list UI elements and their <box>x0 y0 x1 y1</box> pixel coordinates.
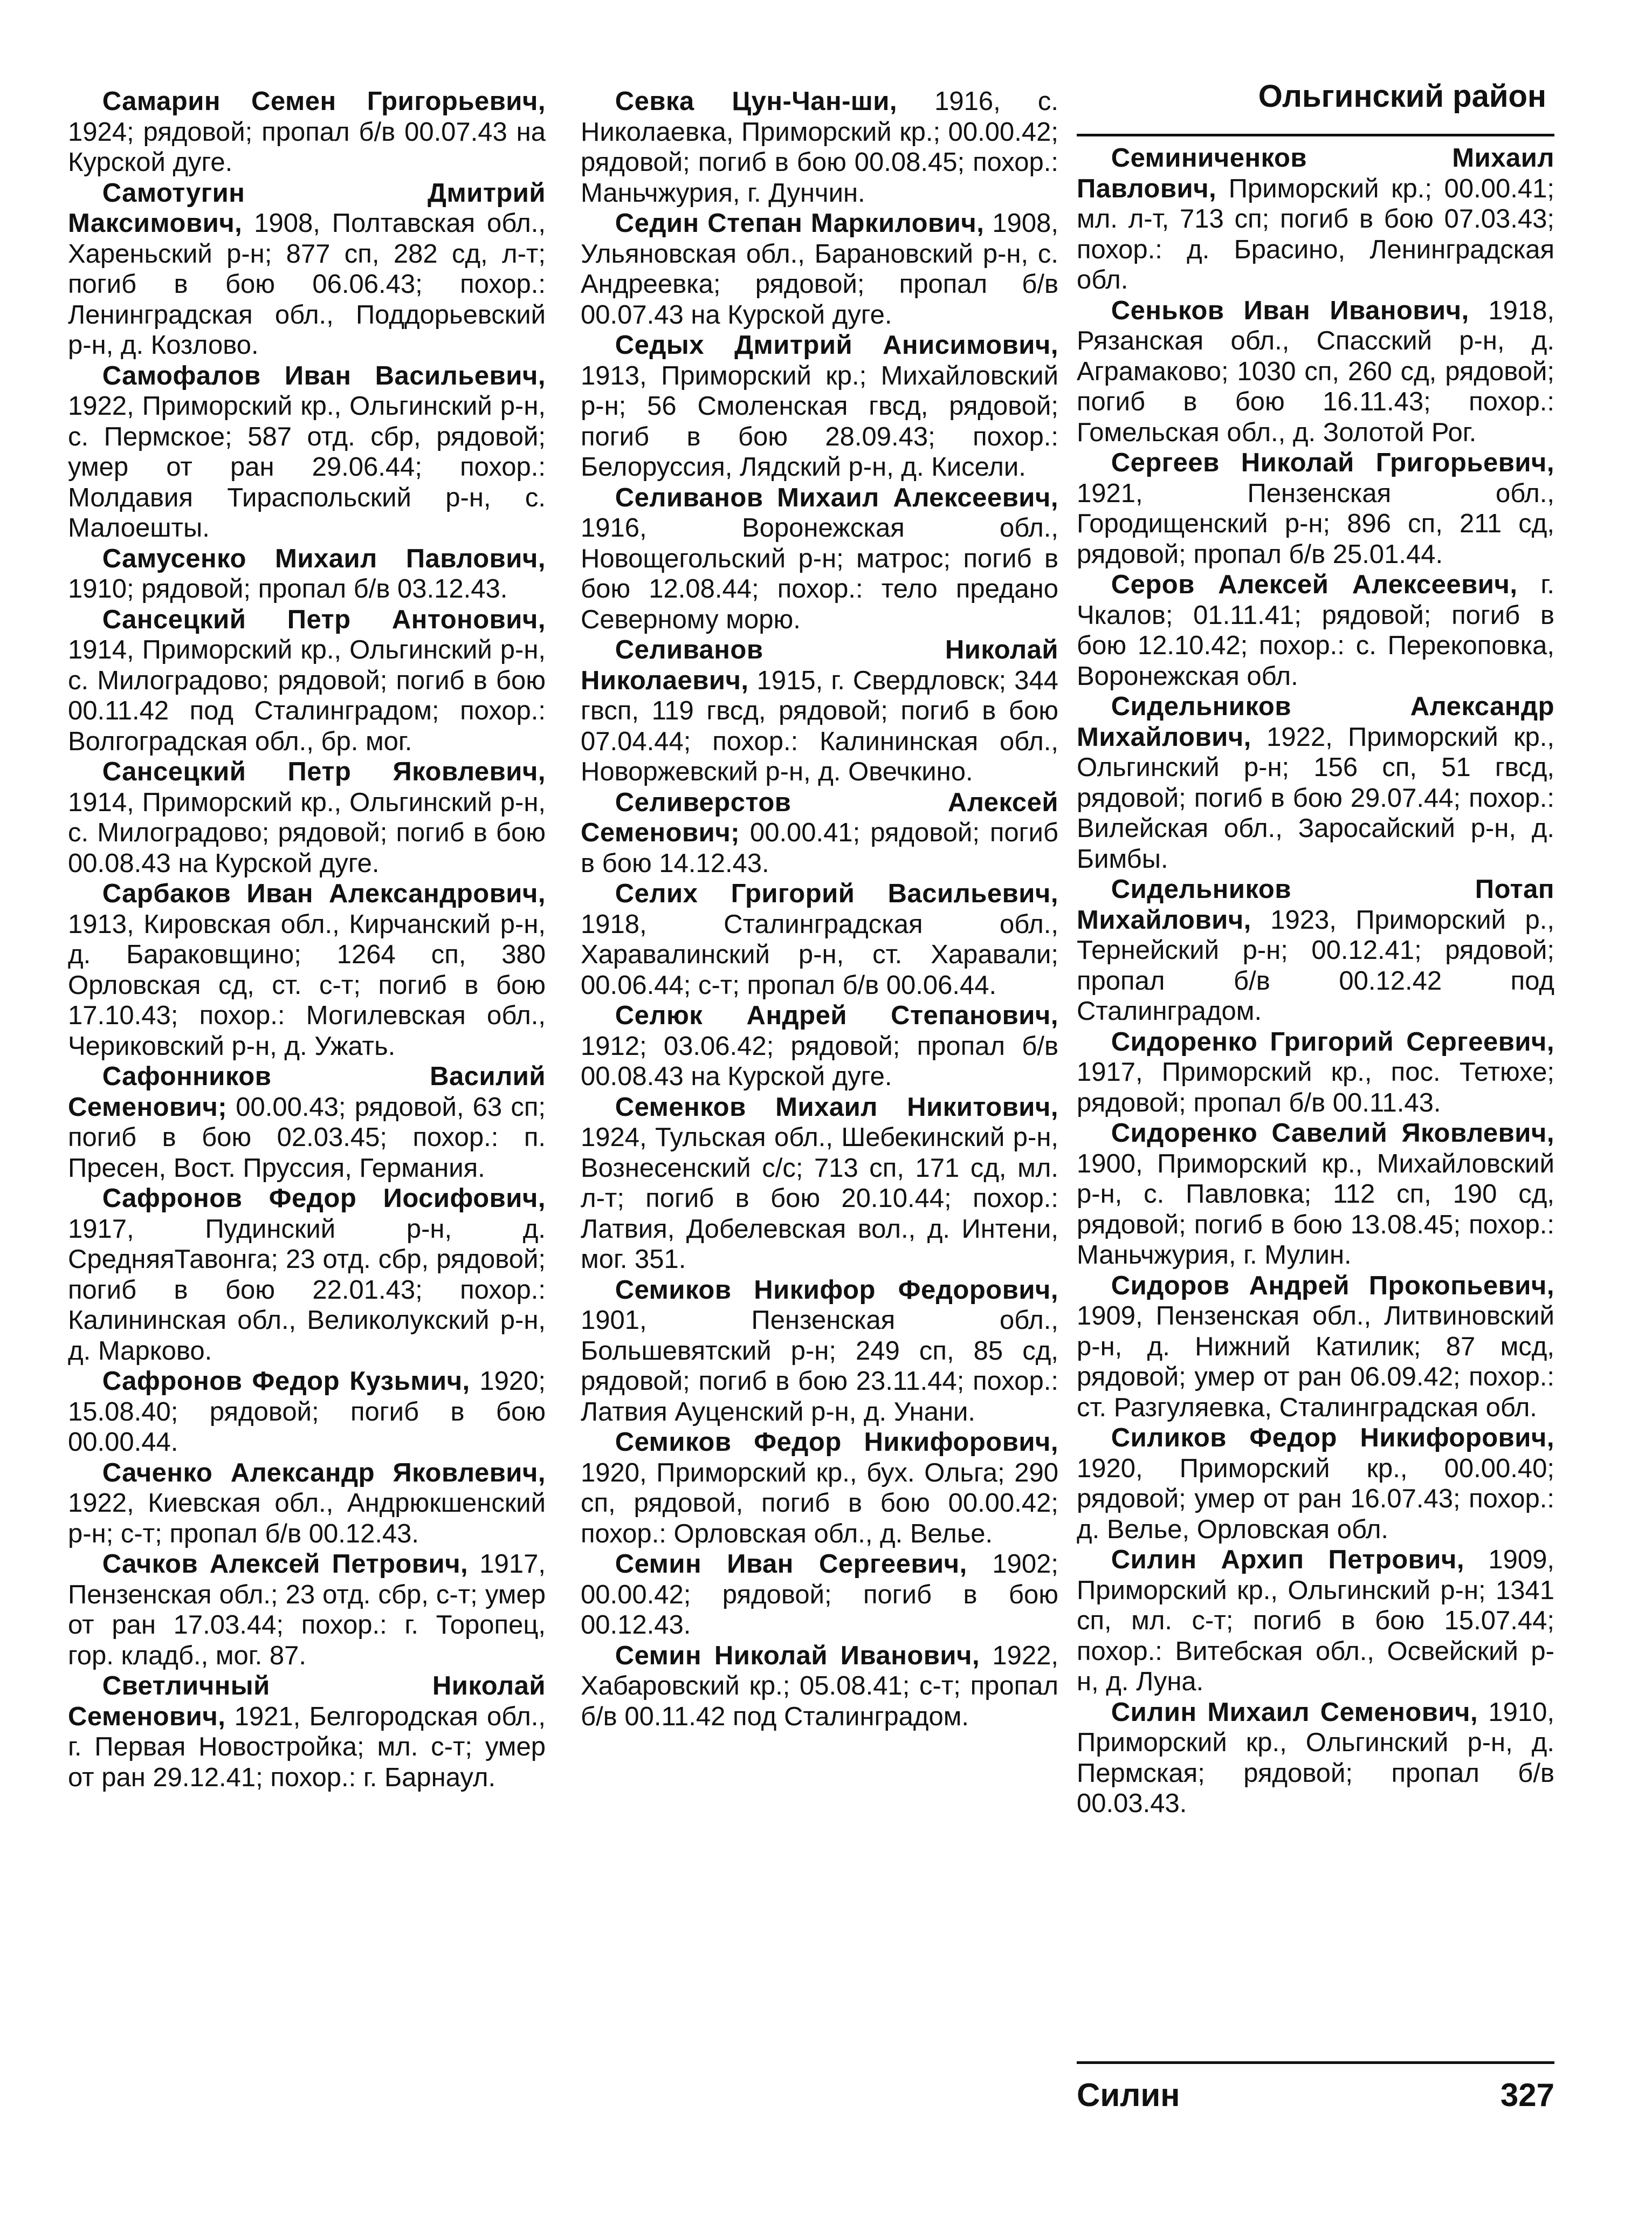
entry-name: Сафронов Федор Кузьмич, <box>102 1367 470 1396</box>
entry-name: Силин Михаил Семенович, <box>1111 1697 1478 1727</box>
entry-details: 1916, Воронежская обл., Новощегольский р-н; матрос; погиб в бою 12.08.44; похор.: тело предано Северному морю. <box>581 513 1058 634</box>
entry-details: 1910; рядовой; пропал б/в 03.12.43. <box>68 574 508 603</box>
entry-details: 1921, Белгородская обл., г. Первая Новостройка; мл. с-т; умер от ран 29.12.41; похор.: г. Барнаул. <box>68 1702 546 1792</box>
entry-details: 1908, Ульяновская обл., Барановский р-н, с. Андреевка; рядовой; пропал б/в 00.07.43 на Курской дуге. <box>581 209 1059 330</box>
entry <box>581 1549 1058 1641</box>
entry-details: 1922, Приморский кр., Ольгинский р-н; 156 сп, 51 гвсд, рядовой; погиб в бою 29.07.44; похор.: Вилейская обл., Заросайский р-н, д. Бимбы. <box>1077 722 1554 874</box>
entry-details: 1920, Приморский кр., бух. Ольга; 290 сп, рядовой, погиб в бою 00.00.42; похор.: Орловская обл., д. Велье. <box>581 1458 1058 1548</box>
entry <box>68 1458 546 1549</box>
entry <box>581 879 1058 1000</box>
entry-details: 1918, Сталинградская обл., Харавалинский р-н, ст. Харавали; 00.06.44; с-т; пропал б/в 00.06.44. <box>581 909 1058 1000</box>
entry <box>68 544 546 605</box>
entry <box>1077 874 1554 1027</box>
entry <box>68 1061 546 1183</box>
entry-name: Сарбаков Иван Александрович, <box>102 879 546 908</box>
section-title: Ольгинский район <box>1258 79 1546 114</box>
entry-details: 1900, Приморский кр., Михайловский р-н, с. Павловка; 112 сп, 190 сд, рядовой; погиб в бою 13.08.45; похор.: Маньчжурия, г. Мулин. <box>1077 1149 1554 1270</box>
entry-name: Сергеев Николай Григорьевич, <box>1111 448 1554 477</box>
entry-name: Седин Степан Маркилович, <box>615 209 985 238</box>
entry-details: 1913, Кировская обл., Кирчанский р-н, д. Бараковщино; 1264 сп, 380 Орловская сд, ст. с-т; погиб в бою 17.10.43; похор.: Могилевская обл., Чериковский р-н, д. Ужать. <box>68 909 546 1061</box>
entry-name: Седых Дмитрий Анисимович, <box>615 331 1058 360</box>
entry-details: 1909, Приморский кр., Ольгинский р-н; 1341 сп, мл. с-т; погиб в бою 15.07.44; похор.: Витебская обл., Освейский р-н, д. Луна. <box>1077 1545 1555 1696</box>
entry <box>1077 1271 1554 1423</box>
entry-name: Сеньков Иван Иванович, <box>1111 296 1469 325</box>
entry <box>1077 570 1554 691</box>
entry <box>1077 1423 1554 1545</box>
entry-name: Силин Архип Петрович, <box>1111 1545 1464 1574</box>
header-divider <box>1077 134 1554 136</box>
entry-details: 1901, Пензенская обл., Большевятский р-н; 249 сп, 85 сд, рядовой; погиб в бою 23.11.44; похор.: Латвия Ауценский р-н, д. Унани. <box>581 1306 1058 1427</box>
entry <box>68 605 546 757</box>
entry-name: Семиниченков Михаил Павлович, <box>1077 143 1554 203</box>
entry <box>68 86 546 178</box>
entry-details: 1920, Приморский кр., 00.00.40; рядовой; умер от ран 16.07.43; похор.: д. Велье, Орловская обл. <box>1077 1453 1554 1544</box>
entry-details: 1914, Приморский кр., Ольгинский р-н, с. Милоградово; рядовой; погиб в бою 00.11.42 под Сталинградом; похор.: Волгоградская обл., бр. мог. <box>68 635 546 756</box>
page-number: 327 <box>1500 2077 1554 2113</box>
entry <box>581 483 1058 635</box>
entry-details: 1910, Приморский кр., Ольгинский р-н, д. Пермская; рядовой; пропал б/в 00.03.43. <box>1077 1697 1554 1818</box>
entry-name: Сансецкий Петр Яковлевич, <box>102 757 546 786</box>
entry-name: Светличный Николай Семенович, <box>68 1671 546 1731</box>
entry-details: 1914, Приморский кр., Ольгинский р-н, с. Милоградово; рядовой; погиб в бою 00.08.43 на Курской дуге. <box>68 787 546 878</box>
entry <box>581 1641 1058 1732</box>
entry-name: Селюк Андрей Степанович, <box>615 1001 1058 1030</box>
entry-details: 1920; 15.08.40; рядовой; погиб в бою 00.00.44. <box>68 1367 546 1457</box>
entry-details: 1922, Киевская обл., Андрюкшенский р-н; с-т; пропал б/в 00.12.43. <box>68 1489 546 1548</box>
entry-details: 1912; 03.06.42; рядовой; пропал б/в 00.08.43 на Курской дуге. <box>581 1031 1058 1091</box>
entry-name: Серов Алексей Алексеевич, <box>1111 570 1518 599</box>
entry-name: Селиверстов Алексей Семенович; <box>581 787 1058 847</box>
entry-name: Семин Николай Иванович, <box>615 1641 980 1670</box>
entry-details: 1913, Приморский кр.; Михайловский р-н; 56 Смоленская гвсд, рядовой; погиб в бою 28.09.43; похор.: Белоруссия, Лядский р-н, д. Кисели. <box>581 361 1058 482</box>
entry-details: 1902; 00.00.42; рядовой; погиб в бою 00.12.43. <box>581 1549 1059 1640</box>
entry-name: Сидельников Александр Михайлович, <box>1077 692 1554 752</box>
entry <box>68 879 546 1061</box>
entry <box>1077 296 1554 448</box>
entry-details: г. Чкалов; 01.11.41; рядовой; погиб в бою 12.10.42; похор.: с. Перекоповка, Воронежская обл. <box>1077 570 1555 691</box>
entry <box>1077 1118 1554 1271</box>
entry-details: 1922, Приморский кр., Ольгинский р-н, с. Пермское; 587 отд. сбр, рядовой; умер от ран 29.06.44; похор.: Молдавия Тираспольский р-н, с. Малоешты. <box>68 392 546 543</box>
entry <box>68 361 546 544</box>
entry-name: Семенков Михаил Никитович, <box>615 1092 1058 1122</box>
entry-details: Приморский кр.; 00.00.41; мл. л-т, 713 сп; погиб в бою 07.03.43; похор.: д. Брасино, Ленинградская обл. <box>1077 174 1554 294</box>
entry-name: Силиков Федор Никифорович, <box>1111 1423 1554 1452</box>
entry-name: Самофалов Иван Васильевич, <box>102 361 546 390</box>
entry-name: Сидоренко Григорий Сергеевич, <box>1111 1027 1554 1057</box>
entry-name: Семин Иван Сергеевич, <box>615 1549 967 1579</box>
entry <box>68 1366 546 1458</box>
entry-name: Сафонников Василий Семенович; <box>68 1062 546 1122</box>
entry <box>581 1275 1058 1428</box>
entry-details: 1917, Пудинский р-н, д. СредняяТавонга; 23 отд. сбр, рядовой; погиб в бою 22.01.43; похор.: Калининская обл., Великолукский р-н, д. Марково. <box>68 1214 546 1366</box>
entry-name: Сафронов Федор Иосифович, <box>102 1184 546 1213</box>
entry <box>581 330 1058 483</box>
entry-name: Самусенко Михаил Павлович, <box>102 544 546 573</box>
entry <box>1077 691 1554 874</box>
entry <box>1077 1027 1554 1119</box>
entry <box>68 1183 546 1366</box>
entry <box>68 1549 546 1671</box>
entry <box>581 208 1058 330</box>
entry <box>1077 1545 1554 1697</box>
entry <box>581 787 1058 879</box>
entry-details: 1917, Пензенская обл.; 23 отд. сбр, с-т; умер от ран 17.03.44; похор.: г. Торопец, гор. кладб., мог. 87. <box>68 1549 546 1670</box>
entry-details: 00.00.43; рядовой, 63 сп; погиб в бою 02.03.45; похор.: п. Пресен, Вост. Пруссия, Германия. <box>68 1092 546 1183</box>
entry-details: 1917, Приморский кр., пос. Тетюхе; рядовой; пропал б/в 00.11.43. <box>1077 1058 1554 1117</box>
entry-name: Севка Цун-Чан-ши, <box>615 87 897 116</box>
entry-name: Селиванов Михаил Алексеевич, <box>615 483 1058 512</box>
entry <box>1077 448 1554 570</box>
entry <box>581 1000 1058 1092</box>
entry-details: 1923, Приморский р., Тернейский р-н; 00.12.41; рядовой; пропал б/в 00.12.42 под Сталинградом. <box>1077 905 1554 1026</box>
entry-name: Сансецкий Петр Антонович, <box>102 605 546 634</box>
running-footer-word: Силин <box>1077 2077 1180 2113</box>
entry <box>68 1671 546 1793</box>
entry <box>68 178 546 361</box>
entry-details: 1921, Пензенская обл., Городищенский р-н; 896 сп, 211 сд, рядовой; пропал б/в 25.01.44. <box>1077 478 1554 569</box>
entry-name: Сачков Алексей Петрович, <box>102 1549 469 1579</box>
entry-details: 1916, с. Николаевка, Приморский кр.; 00.00.42; рядовой; погиб в бою 00.08.45; похор.: Маньчжурия, г. Дунчин. <box>581 87 1059 208</box>
entry <box>68 757 546 879</box>
column-3 <box>1077 143 1554 1819</box>
entry-details: 00.00.41; рядовой; погиб в бою 14.12.43. <box>581 818 1058 878</box>
entry-name: Сидоров Андрей Прокопьевич, <box>1111 1271 1554 1300</box>
entry-name: Самарин Семен Григорьевич, <box>102 87 546 116</box>
column-2 <box>581 86 1058 1732</box>
entry-name: Саченко Александр Яковлевич, <box>102 1458 546 1487</box>
entry <box>581 635 1058 787</box>
entry-details: 1924; рядовой; пропал б/в 00.07.43 на Курской дуге. <box>68 117 546 177</box>
entry-name: Семиков Федор Никифорович, <box>615 1428 1058 1457</box>
entry-name: Самотугин Дмитрий Максимович, <box>68 178 546 238</box>
entry-details: 1909, Пензенская обл., Литвиновский р-н, д. Нижний Катилик; 87 мсд, рядовой; умер от ран 06.09.42; похор.: ст. Разгуляевка, Сталинградская обл. <box>1077 1301 1554 1422</box>
entry <box>1077 1697 1554 1819</box>
entry-name: Селих Григорий Васильевич, <box>615 879 1058 908</box>
entry-details: 1915, г. Свердловск; 344 гвсп, 119 гвсд, рядовой; погиб в бою 07.04.44; похор.: Калининская обл., Новоржевский р-н, д. Овечкино. <box>581 666 1058 786</box>
entry <box>581 86 1058 208</box>
entry <box>1077 143 1554 296</box>
entry <box>581 1427 1058 1549</box>
entry-details: 1922, Хабаровский кр.; 05.08.41; с-т; пропал б/в 00.11.42 под Сталинградом. <box>581 1641 1058 1731</box>
entry-details: 1918, Рязанская обл., Спасский р-н, д. Аграмаково; 1030 сп, 260 сд, рядовой; погиб в бою 16.11.43; похор.: Гомельская обл., д. Золотой Рог. <box>1077 296 1554 447</box>
column-1 <box>68 86 546 1793</box>
entry <box>581 1092 1058 1275</box>
entry-details: 1924, Тульская обл., Шебекинский р-н, Вознесенский с/с; 713 сп, 171 сд, мл. л-т; погиб в бою 20.10.44; похор.: Латвия, Добелевская вол., д. Интени, мог. 351. <box>581 1123 1058 1274</box>
entry-details: 1908, Полтавская обл., Хареньский р-н; 877 сп, 282 сд, л-т; погиб в бою 06.06.43; похор.: Ленинградская обл., Поддорьевский р-н, д. Козлово. <box>68 209 546 360</box>
footer-divider <box>1077 2061 1554 2064</box>
entry-name: Сидоренко Савелий Яковлевич, <box>1111 1119 1554 1148</box>
entry-name: Сидельников Потап Михайлович, <box>1077 875 1554 935</box>
entry-name: Семиков Никифор Федорович, <box>615 1275 1058 1305</box>
entry-name: Селиванов Николай Николаевич, <box>581 635 1058 695</box>
